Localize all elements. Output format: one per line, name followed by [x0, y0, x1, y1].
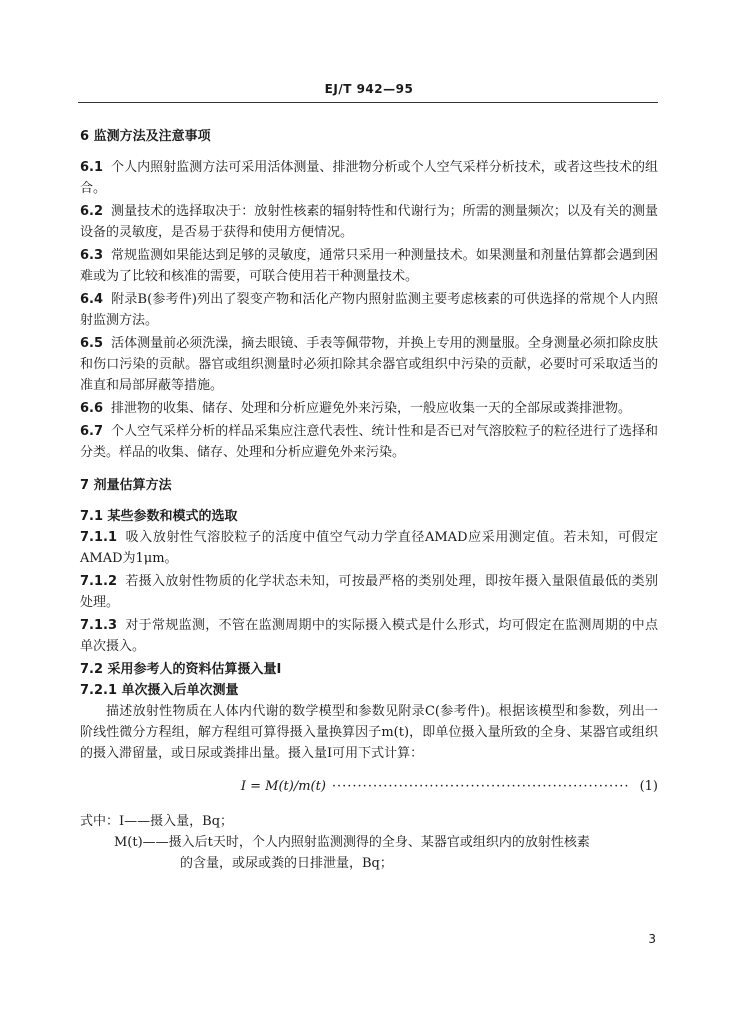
para-number: 6.1: [80, 160, 104, 175]
para-number: 6.3: [80, 248, 104, 263]
para-7-1-3: [80, 615, 658, 657]
para-text: 测量技术的选择取决于：放射性核素的辐射特性和代谢行为；所需的测量频次；以及有关的测量设备的灵敏度，是否易于获得和使用方便情况。: [80, 204, 658, 240]
para-text: 若摄入放射性物质的化学状态未知，可按最严格的类别处理，即按年摄入量限值最低的类别处理。: [80, 574, 658, 610]
para-7-1-2: [80, 571, 658, 613]
para-6-6: [80, 398, 658, 419]
section-7-title: 7 剂量估算方法: [80, 478, 172, 493]
formula-1: [80, 776, 658, 797]
formula-leader-dots: ··························································: [331, 779, 630, 794]
para-number: 6.4: [80, 292, 104, 307]
para-6-2: [80, 201, 658, 243]
para-6-5: [80, 333, 658, 396]
para-6-3: [80, 245, 658, 287]
para-7-2-1-body: 描述放射性物质在人体内代谢的数学模型和参数见附录C(参考件)。根据该模型和参数，列出一阶线性微分方程组，解方程组可算得摄入量换算因子m(t)，即单位摄入量所致的全身、某器官或组织的摄入滞留量，或日尿或粪排出量。摄入量I可用下式计算：: [80, 704, 658, 761]
para-text: 常规监测如果能达到足够的灵敏度，通常只采用一种测量技术。如果测量和剂量估算都会遇到困难或为了比较和核准的需要，可联合使用若干种测量技术。: [80, 248, 658, 284]
section-7-2-1-title: 7.2.1 单次摄入后单次测量: [80, 683, 239, 698]
section-7-2-title: 7.2 采用参考人的资料估算摄入量I: [80, 662, 282, 677]
where-line-2: M(t)——摄入后t天时，个人内照射监测测得的全身、某器官或组织内的放射性核素: [114, 835, 590, 850]
para-text: 活体测量前必须洗澡，摘去眼镜、手表等佩带物，并换上专用的测量服。全身测量必须扣除皮肤和伤口污染的贡献。器官或组织测量时必须扣除其余器官或组织中污染的贡献，必要时可采取适当的准直和局部屏蔽等措施。: [80, 336, 658, 393]
para-text: 附录B(参考件)列出了裂变产物和活化产物内照射监测主要考虑核素的可供选择的常规个人内照射监测方法。: [80, 292, 658, 328]
para-number: 6.7: [80, 424, 104, 439]
para-text: 排泄物的收集、储存、处理和分析应避免外来污染，一般应收集一天的全部尿或粪排泄物。: [111, 401, 632, 416]
para-number: 7.1.2: [80, 574, 118, 589]
document-code-header: EJ/T 942—95: [324, 82, 414, 96]
para-text: 吸入放射性气溶胶粒子的活度中值空气动力学直径AMAD应采用测定值。若未知，可假定AMAD为1μm。: [80, 530, 658, 566]
para-number: 7.1.3: [80, 618, 118, 633]
para-6-4: [80, 289, 658, 331]
section-6-title: 6 监测方法及注意事项: [80, 129, 211, 144]
para-6-1: [80, 157, 658, 199]
para-7-1-1: [80, 527, 658, 569]
para-6-7: [80, 421, 658, 463]
page-body: [80, 122, 658, 874]
formula-expression: I = M(t)/m(t): [240, 779, 326, 794]
where-line-1: 式中：I——摄入量，Bq；: [80, 814, 234, 829]
section-7-1-title: 7.1 某些参数和模式的选取: [80, 509, 238, 524]
para-text: 个人内照射监测方法可采用活体测量、排泄物分析或个人空气采样分析技术，或者这些技术的组合。: [80, 160, 658, 196]
header-rule: [78, 102, 658, 103]
formula-number: (1): [639, 779, 658, 794]
para-text: 个人空气采样分析的样品采集应注意代表性、统计性和是否已对气溶胶粒子的粒径进行了选择和分类。样品的收集、储存、处理和分析应避免外来污染。: [80, 424, 658, 460]
para-number: 6.2: [80, 204, 104, 219]
page-number: 3: [648, 932, 656, 946]
where-line-3: 的含量，或尿或粪的日排泄量，Bq；: [180, 856, 393, 871]
para-number: 6.6: [80, 401, 104, 416]
para-text: 对于常规监测，不管在监测周期中的实际摄入模式是什么形式，均可假定在监测周期的中点单次摄入。: [80, 618, 658, 654]
para-number: 7.1.1: [80, 530, 118, 545]
para-number: 6.5: [80, 336, 104, 351]
